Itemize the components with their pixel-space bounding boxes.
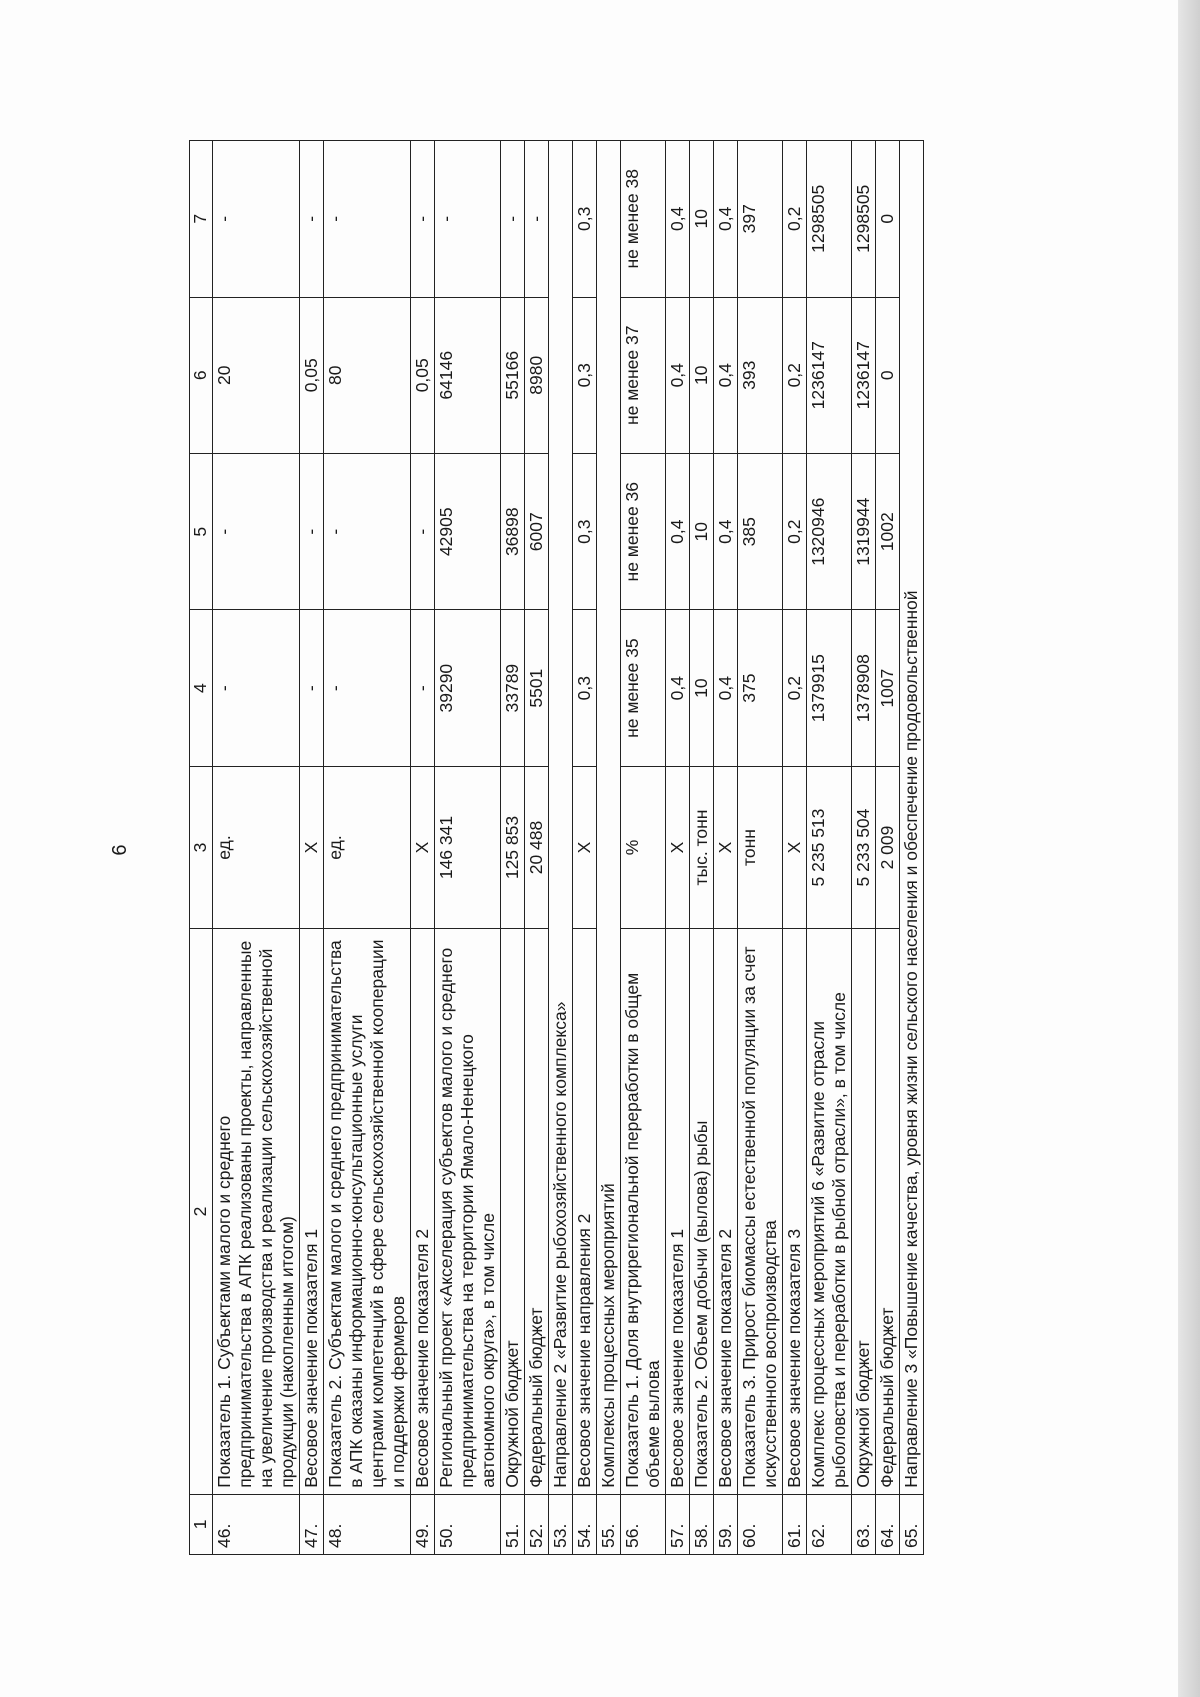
cell-c5: 0,4 xyxy=(666,453,690,609)
cell-c4: 1007 xyxy=(876,610,900,766)
cell-c4: 39290 xyxy=(435,610,501,766)
cell-c4: 0,4 xyxy=(666,610,690,766)
cell-c5: не менее 36 xyxy=(621,453,666,609)
row-number: 55. xyxy=(597,1494,621,1554)
row-number: 58. xyxy=(690,1494,714,1554)
cell-c4: - xyxy=(324,610,411,766)
cell-c3: ед. xyxy=(324,766,411,928)
table-row xyxy=(573,141,597,1555)
table-row xyxy=(738,141,783,1555)
table-row xyxy=(666,141,690,1555)
table-row xyxy=(597,141,621,1555)
cell-c4: - xyxy=(300,610,324,766)
cell-c6: 0,05 xyxy=(411,297,435,453)
cell-c3: Х xyxy=(411,766,435,928)
cell-c5: - xyxy=(213,453,300,609)
cell-c7: - xyxy=(435,141,501,298)
cell-c3: % xyxy=(621,766,666,928)
cell-c3: 2 009 xyxy=(876,766,900,928)
cell-c7: 1298505 xyxy=(807,141,852,298)
column-header: 5 xyxy=(190,453,213,609)
cell-c7: 1298505 xyxy=(852,141,876,298)
cell-c4: 0,4 xyxy=(714,610,738,766)
row-number: 59. xyxy=(714,1494,738,1554)
row-number: 56. xyxy=(621,1494,666,1554)
section-heading: Направление 2 «Развитие рыбохозяйственного комплекса» xyxy=(549,141,573,1495)
cell-c6: 0 xyxy=(876,297,900,453)
column-header: 7 xyxy=(190,141,213,298)
cell-c3: 146 341 xyxy=(435,766,501,928)
cell-c7: - xyxy=(213,141,300,298)
table-row xyxy=(435,141,501,1555)
cell-c6: 1236147 xyxy=(852,297,876,453)
row-number: 47. xyxy=(300,1494,324,1554)
column-header: 2 xyxy=(190,929,213,1495)
table-row xyxy=(714,141,738,1555)
cell-c5: 0,4 xyxy=(714,453,738,609)
row-name: Весовое значение показателя 3 xyxy=(783,929,807,1495)
row-name: Окружной бюджет xyxy=(501,929,525,1495)
table-row xyxy=(324,141,411,1555)
cell-c7: 0,4 xyxy=(714,141,738,298)
cell-c4: не менее 35 xyxy=(621,610,666,766)
cell-c5: - xyxy=(300,453,324,609)
table-row xyxy=(690,141,714,1555)
row-number: 60. xyxy=(738,1494,783,1554)
column-header: 4 xyxy=(190,610,213,766)
page-number: 6 xyxy=(109,844,131,856)
table-row xyxy=(411,141,435,1555)
row-name: Показатель 1. Доля внутрирегиональной переработки в общем объеме вылова xyxy=(621,929,666,1495)
cell-c6: 1236147 xyxy=(807,297,852,453)
cell-c3: 20 488 xyxy=(525,766,549,928)
table-row xyxy=(213,141,300,1555)
row-number: 61. xyxy=(783,1494,807,1554)
row-name: Показатель 1. Субъектами малого и среднего предпринимательства в АПК реализованы проекты, направленные на увеличение производства и реализации сельскохозяйственной продукции (накопленным итогом) xyxy=(213,929,300,1495)
row-name: Показатель 2. Объем добычи (вылова) рыбы xyxy=(690,929,714,1495)
table-row xyxy=(501,141,525,1555)
cell-c5: 385 xyxy=(738,453,783,609)
indicator-table xyxy=(189,140,924,1555)
cell-c4: 5501 xyxy=(525,610,549,766)
table-body xyxy=(213,141,924,1555)
row-number: 49. xyxy=(411,1494,435,1554)
row-name: Региональный проект «Акселерация субъектов малого и среднего предпринимательства на территории Ямало-Ненецкого автономного округа», в том числе xyxy=(435,929,501,1495)
row-number: 52. xyxy=(525,1494,549,1554)
table-row xyxy=(876,141,900,1555)
cell-c7: 0,2 xyxy=(783,141,807,298)
section-heading: Комплексы процессных мероприятий xyxy=(597,141,621,1495)
cell-c4: 1378908 xyxy=(852,610,876,766)
cell-c7: - xyxy=(501,141,525,298)
row-name: Показатель 2. Субъектам малого и среднего предпринимательства в АПК оказаны информационно-консультационные услуги центрами компетенций в сфере сельскохозяйственной кооперации и поддержки фермеров xyxy=(324,929,411,1495)
cell-c3: Х xyxy=(783,766,807,928)
cell-c6: 55166 xyxy=(501,297,525,453)
header-row xyxy=(190,141,213,1555)
cell-c4: 0,2 xyxy=(783,610,807,766)
cell-c4: 1379915 xyxy=(807,610,852,766)
row-name: Окружной бюджет xyxy=(852,929,876,1495)
cell-c4: - xyxy=(213,610,300,766)
cell-c5: 42905 xyxy=(435,453,501,609)
cell-c7: - xyxy=(324,141,411,298)
cell-c4: 33789 xyxy=(501,610,525,766)
row-name: Федеральный бюджет xyxy=(876,929,900,1495)
table-row xyxy=(525,141,549,1555)
row-name: Весовое значение показателя 2 xyxy=(714,929,738,1495)
cell-c5: 1319944 xyxy=(852,453,876,609)
table-row xyxy=(807,141,852,1555)
column-header: 6 xyxy=(190,297,213,453)
cell-c6: 0,05 xyxy=(300,297,324,453)
rotated-table-wrapper xyxy=(189,140,1074,1555)
table-row xyxy=(549,141,573,1555)
cell-c3: Х xyxy=(300,766,324,928)
cell-c6: 20 xyxy=(213,297,300,453)
column-header: 3 xyxy=(190,766,213,928)
cell-c6: 0,4 xyxy=(666,297,690,453)
cell-c3: Х xyxy=(714,766,738,928)
row-number: 64. xyxy=(876,1494,900,1554)
row-name: Федеральный бюджет xyxy=(525,929,549,1495)
cell-c7: 0 xyxy=(876,141,900,298)
row-number: 48. xyxy=(324,1494,411,1554)
cell-c7: 0,4 xyxy=(666,141,690,298)
section-heading: Направление 3 «Повышение качества, уровня жизни сельского населения и обеспечение продовольственной xyxy=(900,141,924,1495)
row-name: Показатель 3. Прирост биомассы естественной популяции за счет искусственного воспроизводства xyxy=(738,929,783,1495)
cell-c4: 0,3 xyxy=(573,610,597,766)
cell-c3: ед. xyxy=(213,766,300,928)
table-row xyxy=(783,141,807,1555)
row-name: Весовое значение показателя 2 xyxy=(411,929,435,1495)
row-number: 63. xyxy=(852,1494,876,1554)
row-number: 54. xyxy=(573,1494,597,1554)
cell-c5: - xyxy=(411,453,435,609)
row-name: Комплекс процессных мероприятий 6 «Развитие отрасли рыболовства и переработки в рыбной отрасли», в том числе xyxy=(807,929,852,1495)
cell-c7: 397 xyxy=(738,141,783,298)
row-number: 57. xyxy=(666,1494,690,1554)
row-name: Весовое значение показателя 1 xyxy=(300,929,324,1495)
cell-c3: 125 853 xyxy=(501,766,525,928)
table-row xyxy=(621,141,666,1555)
row-number: 53. xyxy=(549,1494,573,1554)
cell-c4: - xyxy=(411,610,435,766)
table-row xyxy=(900,141,924,1555)
cell-c3: тонн xyxy=(738,766,783,928)
cell-c3: 5 233 504 xyxy=(852,766,876,928)
cell-c6: 80 xyxy=(324,297,411,453)
cell-c5: - xyxy=(324,453,411,609)
cell-c5: 0,3 xyxy=(573,453,597,609)
cell-c6: 64146 xyxy=(435,297,501,453)
row-number: 50. xyxy=(435,1494,501,1554)
cell-c6: 0,4 xyxy=(714,297,738,453)
cell-c7: - xyxy=(411,141,435,298)
table-row xyxy=(300,141,324,1555)
cell-c7: 0,3 xyxy=(573,141,597,298)
cell-c3: Х xyxy=(666,766,690,928)
cell-c6: 393 xyxy=(738,297,783,453)
cell-c7: - xyxy=(300,141,324,298)
cell-c4: 375 xyxy=(738,610,783,766)
cell-c5: 1320946 xyxy=(807,453,852,609)
cell-c6: 10 xyxy=(690,297,714,453)
cell-c6: 0,2 xyxy=(783,297,807,453)
row-number: 51. xyxy=(501,1494,525,1554)
cell-c5: 1002 xyxy=(876,453,900,609)
column-header: 1 xyxy=(190,1494,213,1554)
row-number: 65. xyxy=(900,1494,924,1554)
row-number: 62. xyxy=(807,1494,852,1554)
cell-c5: 36898 xyxy=(501,453,525,609)
cell-c6: не менее 37 xyxy=(621,297,666,453)
table-row xyxy=(852,141,876,1555)
row-name: Весовое значение направления 2 xyxy=(573,929,597,1495)
cell-c6: 8980 xyxy=(525,297,549,453)
row-number: 46. xyxy=(213,1494,300,1554)
scanner-edge xyxy=(1178,0,1200,1697)
cell-c5: 10 xyxy=(690,453,714,609)
cell-c3: тыс. тонн xyxy=(690,766,714,928)
cell-c7: - xyxy=(525,141,549,298)
cell-c5: 6007 xyxy=(525,453,549,609)
cell-c6: 0,3 xyxy=(573,297,597,453)
row-name: Весовое значение показателя 1 xyxy=(666,929,690,1495)
cell-c7: не менее 38 xyxy=(621,141,666,298)
cell-c4: 10 xyxy=(690,610,714,766)
cell-c3: 5 235 513 xyxy=(807,766,852,928)
cell-c5: 0,2 xyxy=(783,453,807,609)
cell-c7: 10 xyxy=(690,141,714,298)
cell-c3: Х xyxy=(573,766,597,928)
